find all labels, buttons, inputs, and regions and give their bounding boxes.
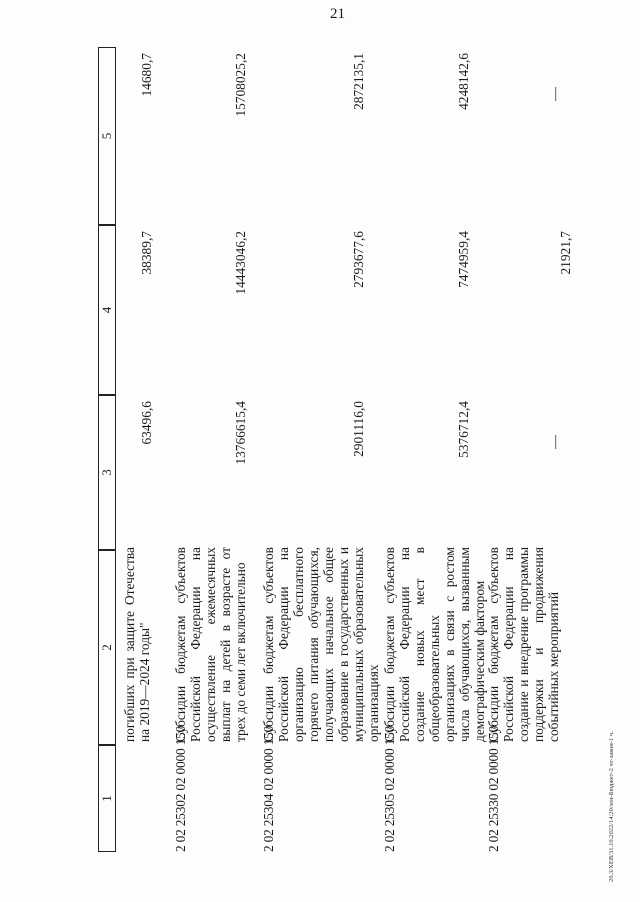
row-col5: 14680,7 xyxy=(139,53,154,97)
row-name: погибших при защите Отечества на 2019—2024 годы" xyxy=(122,547,152,742)
row-code: 2 02 25330 02 0000 150 xyxy=(486,725,501,852)
row-col3: 5376712,4 xyxy=(456,401,471,458)
budget-table xyxy=(98,47,598,852)
row-col4: 14443046,2 xyxy=(233,231,248,295)
row-col3: 63496,6 xyxy=(139,401,154,445)
row-col5: 2872135,1 xyxy=(351,53,366,110)
header-cell-5: 5 xyxy=(98,47,116,225)
page-number: 21 xyxy=(330,6,345,22)
row-name: Субсидии бюджетам субъектов Российской Федерации на осуществление ежемесячных выплат на детей в возрасте от трех до семи лет включительно xyxy=(173,547,248,742)
row-col5: 4248142,6 xyxy=(456,53,471,110)
row-col3: 13766615,4 xyxy=(233,401,248,465)
row-col5: — xyxy=(548,87,563,101)
header-cell-3: 3 xyxy=(98,395,116,550)
row-col3: — xyxy=(548,435,563,449)
header-cell-4: 4 xyxy=(98,225,116,395)
row-col4: 38389,7 xyxy=(139,231,154,275)
row-code: 2 02 25302 02 0000 150 xyxy=(173,725,188,852)
row-col5: 15708025,2 xyxy=(233,53,248,117)
row-name: Субсидии бюджетам субъектов Российской Федерации на создание новых мест в общеобразовательных организациях в связи с ростом числа обучающихся, вызванным демографическим фактором xyxy=(382,547,487,742)
header-cell-2: 2 xyxy=(98,550,116,745)
footer-document-id: 20.3/ХЕВ/31.10.2022/14:20/зен-Бюджет-2 чт-закон-1 ч. xyxy=(608,731,615,882)
row-code: 2 02 25305 02 0000 150 xyxy=(382,725,397,852)
row-col4: 21921,7 xyxy=(558,231,573,275)
row-col4: 7474959,4 xyxy=(456,231,471,288)
header-cell-1: 1 xyxy=(98,745,116,852)
row-col3: 2901116,0 xyxy=(351,401,366,457)
row-code: 2 02 25304 02 0000 150 xyxy=(261,725,276,852)
row-name: Субсидии бюджетам субъектов Российской Федерации на организацию бесплатного горячего питания обучающихся, получающих начальное общее образование в государственных и муниципальных образовательных организациях xyxy=(261,547,381,742)
row-name: Субсидии бюджетам субъектов Российской Федерации на создание и внедрение программы поддержки и продвижения событийных мероприятий xyxy=(486,547,561,742)
row-col4: 2793677,6 xyxy=(351,231,366,288)
